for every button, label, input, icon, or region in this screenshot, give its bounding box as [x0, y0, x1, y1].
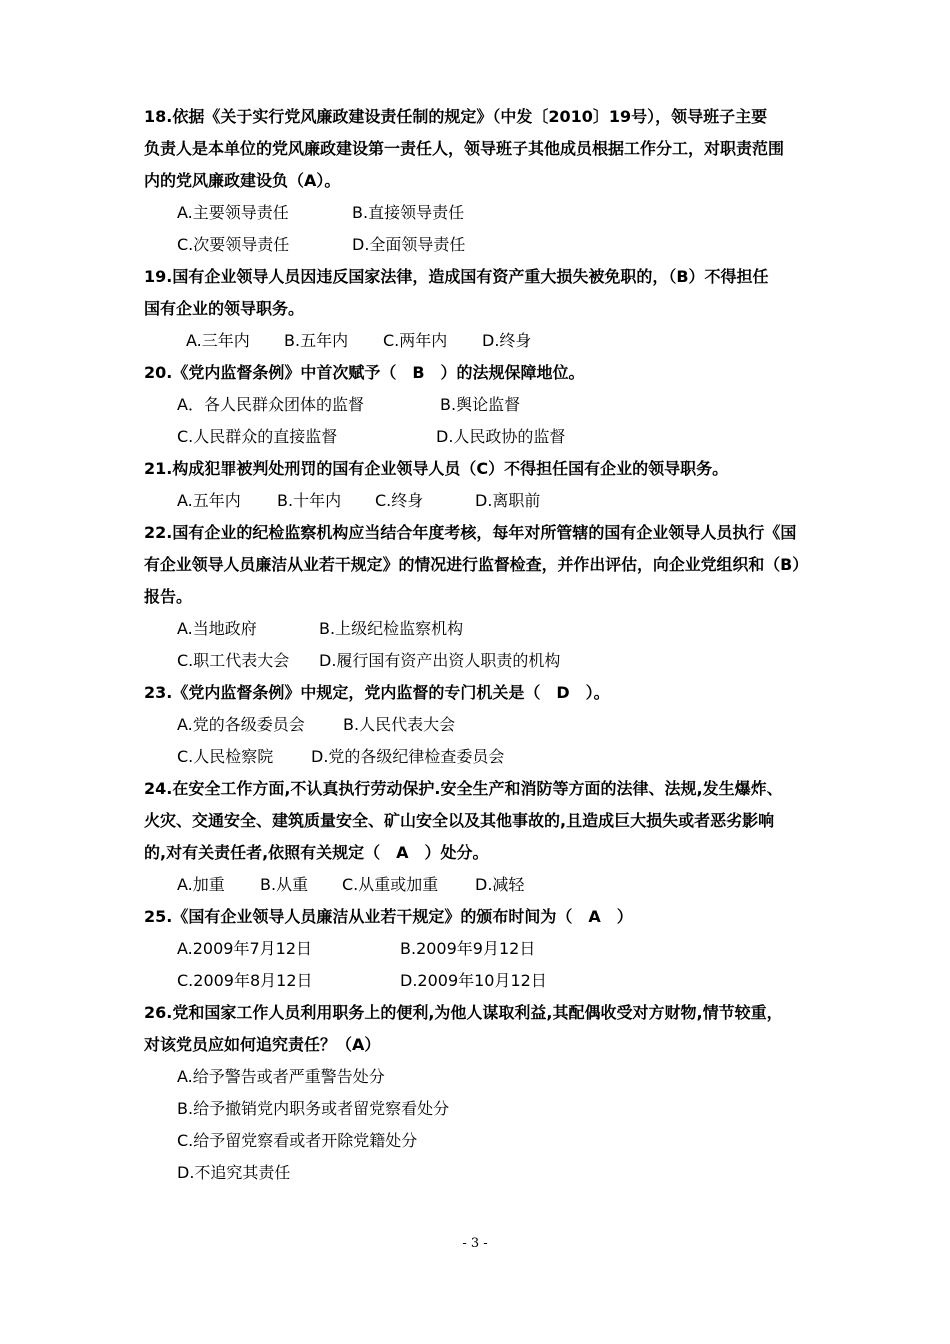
page-number: - 3 -: [462, 1236, 488, 1251]
question-19-line-1: 19.国有企业领导人员因违反国家法律，造成国有资产重大损失被免职的，（B）不得担任: [144, 267, 769, 286]
question-18-line-3: 内的党风廉政建设负（A）。: [144, 171, 341, 190]
question-25-line-1: 25.《国有企业领导人员廉洁从业若干规定》的颁布时间为（ A ）: [144, 907, 633, 926]
option-26-c: C.给予留党察看或者开除党籍处分: [177, 1131, 418, 1150]
option-19-b: B.五年内: [284, 331, 349, 350]
option-26-d: D.不追究其责任: [177, 1163, 291, 1182]
option-25-a: A.2009年7月12日: [177, 939, 313, 958]
option-26-b: B.给予撤销党内职务或者留党察看处分: [177, 1099, 450, 1118]
option-25-d: D.2009年10月12日: [400, 971, 547, 990]
option-18-d: D.全面领导责任: [352, 235, 466, 254]
question-19-line-2: 国有企业的领导职务。: [144, 299, 305, 318]
question-24-line-3: 的,对有关责任者,依照有关规定（ A ）处分。: [144, 843, 489, 862]
question-22-line-3: 报告。: [144, 587, 193, 606]
option-18-b: B.直接领导责任: [352, 203, 465, 222]
question-22-line-2: 有企业领导人员廉洁从业若干规定》的情况进行监督检查，并作出评估，向企业党组织和（B）: [144, 555, 809, 574]
option-24-d: D.减轻: [475, 875, 525, 894]
option-19-d: D.终身: [482, 331, 532, 350]
option-24-c: C.从重或加重: [342, 875, 439, 894]
option-22-a: A.当地政府: [177, 619, 257, 638]
option-24-a: A.加重: [177, 875, 225, 894]
option-21-a: A.五年内: [177, 491, 241, 510]
option-21-b: B.十年内: [277, 491, 342, 510]
question-26-line-2: 对该党员应如何追究责任？（A）: [144, 1035, 381, 1054]
option-23-d: D.党的各级纪律检查委员会: [311, 747, 505, 766]
option-21-d: D.离职前: [475, 491, 541, 510]
option-22-b: B.上级纪检监察机构: [319, 619, 464, 638]
question-21-line-1: 21.构成犯罪被判处刑罚的国有企业领导人员（C）不得担任国有企业的领导职务。: [144, 459, 729, 478]
question-24-line-1: 24.在安全工作方面,不认真执行劳动保护.安全生产和消防等方面的法律、法规,发生爆炸、: [144, 779, 783, 798]
question-18-line-2: 负责人是本单位的党风廉政建设第一责任人，领导班子其他成员根据工作分工，对职责范围: [144, 139, 785, 158]
option-25-c: C.2009年8月12日: [177, 971, 313, 990]
question-23-line-1: 23.《党内监督条例》中规定，党内监督的专门机关是（ D ）。: [144, 683, 610, 702]
option-21-c: C.终身: [375, 491, 424, 510]
question-26-line-1: 26.党和国家工作人员利用职务上的便利,为他人谋取利益,其配偶收受对方财物,情节较重，: [144, 1003, 783, 1022]
option-26-a: A.给予警告或者严重警告处分: [177, 1067, 385, 1086]
option-25-b: B.2009年9月12日: [400, 939, 536, 958]
option-20-c: C.人民群众的直接监督: [177, 427, 338, 446]
question-18-line-1: 18.依据《关于实行党风廉政建设责任制的规定》（中发〔2010〕19号），领导班子主要: [144, 107, 768, 126]
question-24-line-2: 火灾、交通安全、建筑质量安全、矿山安全以及其他事故的,且造成巨大损失或者恶劣影响: [144, 811, 775, 830]
option-23-a: A.党的各级委员会: [177, 715, 305, 734]
question-22-line-1: 22.国有企业的纪检监察机构应当结合年度考核，每年对所管辖的国有企业领导人员执行《国: [144, 523, 797, 542]
option-23-c: C.人民检察院: [177, 747, 274, 766]
option-24-b: B.从重: [260, 875, 309, 894]
option-20-b: B.舆论监督: [440, 395, 521, 414]
option-19-c: C.两年内: [383, 331, 448, 350]
option-22-c: C.职工代表大会: [177, 651, 290, 670]
option-22-d: D.履行国有资产出资人职责的机构: [319, 651, 561, 670]
option-20-a: A．各人民群众团体的监督: [177, 395, 364, 414]
option-20-d: D.人民政协的监督: [436, 427, 566, 446]
question-20-line-1: 20.《党内监督条例》中首次赋予（ B ）的法规保障地位。: [144, 363, 585, 382]
option-18-a: A.主要领导责任: [177, 203, 289, 222]
option-19-a: A.三年内: [186, 331, 250, 350]
option-18-c: C.次要领导责任: [177, 235, 290, 254]
option-23-b: B.人民代表大会: [343, 715, 456, 734]
